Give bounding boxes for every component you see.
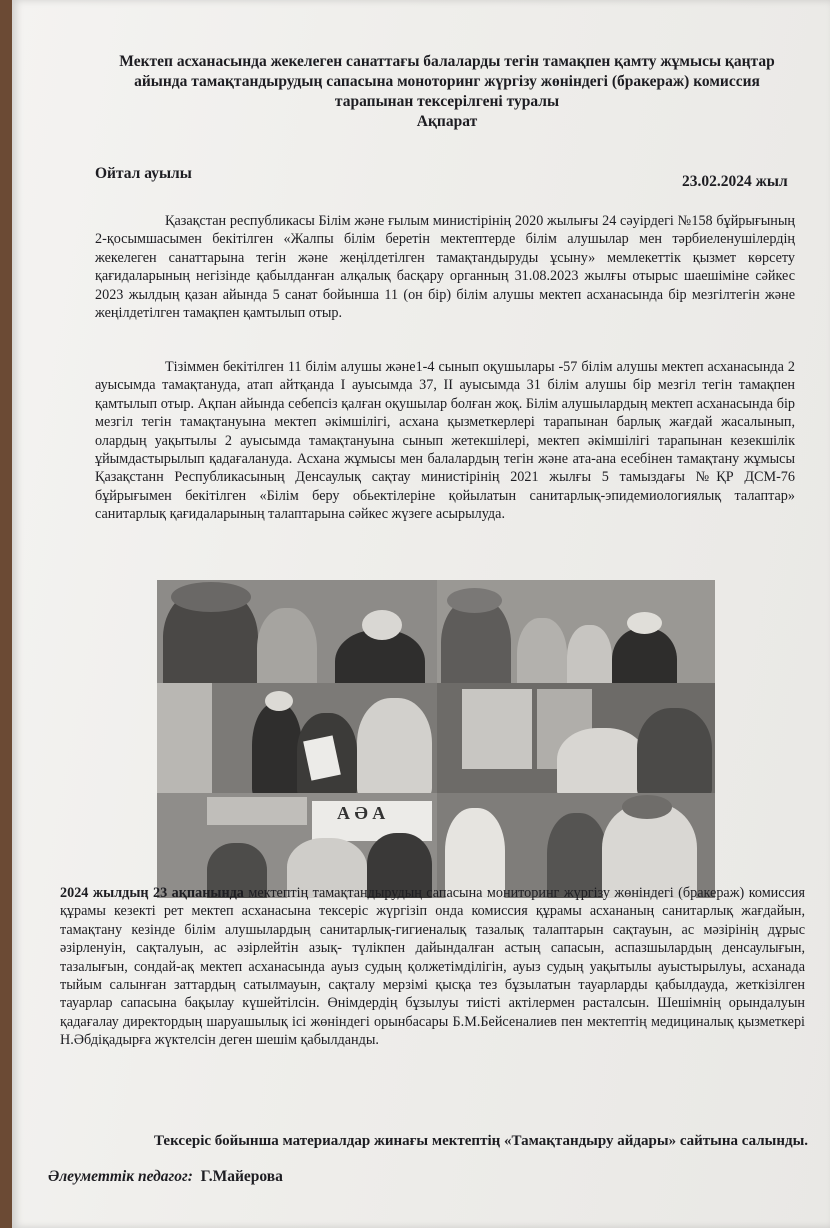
paragraph-3 [60,884,805,1050]
footer-note [80,1132,810,1151]
footer-note-text: Тексеріс бойынша материалдар жинағы мектептің «Тамақтандыру айдары» сайтына салынды. [154,1133,809,1149]
signature-line [48,1168,283,1186]
photo-dining-area [157,793,437,898]
paragraph-1-text: Қазақстан республикасы Білім және ғылым министірінің 2020 жылығы 24 сәуірдегі №158 бұйрығының 2-қосымшасымен бекітілген «Жалпы білім беретін мектептерде білім алушылар мен тәрбиеленушілердің жекелеген санаттарына тегін және жеңілдетілген тамақтандыруды ұсыну» мемлекеттік қызмет көрсету қағидаларының негізінде қабылданған алқалық басқару органның 31.08.2023 жылғы отырыс шаешіміне сәйкес 2023 жылдың қазан айында 5 санат бойынша 11 (он бір) білім алушы мектеп асханасында бір мезгілтегін және жеңілдетілген тамақпен қамтылып отыр. [95,213,795,322]
photo-staff-checking [437,793,715,898]
photo-collage [157,580,715,898]
signer-role: Әлеуметтік педагог: [48,1168,193,1185]
photo-sign-label: А Ә А [337,803,386,823]
photo-storage-room [437,683,715,793]
paragraph-2-text: Тізіммен бекітілген 11 білім алушы және1-4 сынып оқушылары -57 білім алушы мектеп асханасында 2 ауысымда тамақтануда, атап айтқанда І ауысымда 37, ІІ ауысымда 31 білім алушы бір мезгіл тегін тамақпен қамтылып отыр. Ақпан айында себепсіз қалған оқушылар болған жоқ. Білім алушылардың мектеп асханасында бір мезгіл тегін тамақтануына мектеп әкімшілігі, асхана қызметкерлері тарапынан барлық жағдай жасалынып, олардың уақытылы 2 ауысымда тамақтануына сынып жетекшілері, мектеп әкімшілігі тарапынан кезекшілік ұйымдастырылып қадағалануда. Асхана жұмысы мен балалардың тегін және ата-ана есебінен тамақтану жұмысы Қазақстанн Республикасының Денсаулық сақтау министірінің 2021 жылғы 5 тамыздағы №ҚР ДСМ-76 бұйрығымен бекітілген «Білім беру обьектілеріне қойылатын санитарлық-эпидемиологиялық талаптар» санитарлық қағидаларының талаптарына сәйкес жүзеге асырылуда. [95,359,795,523]
paragraph-1 [95,212,795,322]
photo-commission-group [437,580,715,683]
title-line-1: Мектеп асханасында жекелеген санаттағы балаларды тегін тамақпен қамту жұмысы қаңтар [119,53,775,70]
paragraph-2 [95,358,795,524]
title-line-3: тарапынан тексерілгені туралы [334,93,560,110]
title-line-4: Ақпарат [416,113,478,130]
photo-inspection [157,683,437,793]
paragraph-3-text: мектептің тамақтандырудың сапасына мониторинг жүргізу жөніндегі (бракераж) комиссия құрамы кезекті рет мектеп асханасына тексеріс жүргізіп онда комиссия құрамы асхананың санитарлық жағдайын, тамақтану кезінде білім алушылардың санитарлық-гигиеналық тазалық талаптарын сақтауын, ас мәзірінің дұрыс әзірленуін, сақталуын, ас әзірлейтін азық- түлікпен дайындалған астың сапасын, аспазшылардың денсаулығын, тазалығын, сондай-ақ мектеп асханасында ауыз судың қолжетімділігін, ауыз судың уақытылы ауыстырылуы, асханада тыйым салынған заттардың сатылмауын, сақталу мерзімі қысқа тез бұзылатын тауарларды қабылдауда, жеткізілген тауарлар сапасына бақылау күшейтілсін. Өнімдердің бұзылуы тиісті актілермен расталсын. Шешімнің орындалуын қадағалау директордың шаруашылық ісі жөніндегі орынбасары Б.М.Бейсеналиев пен мектептің медициналық қызметкері Н.Әбдіқадырға жүктелсін деген шешім қабылданды. [60,885,805,1049]
place-name: Ойтал ауылы [95,165,192,182]
photo-kitchen-staff [157,580,437,683]
title-line-2: айында тамақтандырудың сапасына моноторинг жүргізу жөніндегі (бракераж) комиссия [134,73,760,90]
document-title [52,52,830,132]
document-date: 23.02.2024 жыл [682,173,788,190]
paragraph-3-date: 2024 жылдың 23 ақпанында [60,885,244,901]
signer-name: Г.Майерова [200,1168,283,1185]
